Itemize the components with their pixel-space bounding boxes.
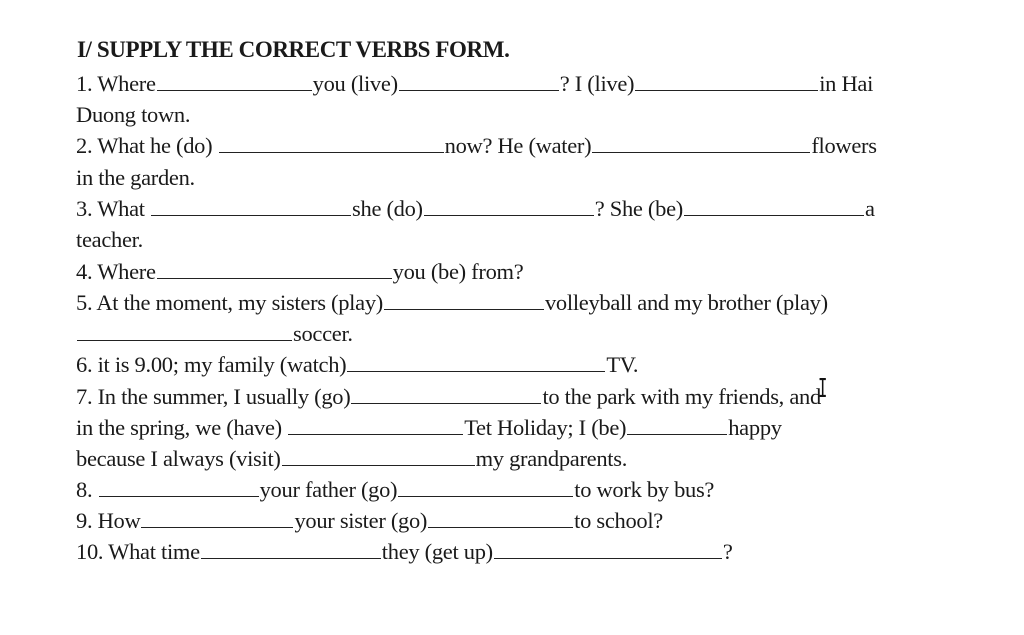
q3-text-a: 3. What <box>76 196 145 221</box>
q2-text-c: flowers <box>811 133 877 158</box>
answer-blank[interactable] <box>99 478 259 497</box>
answer-blank[interactable] <box>399 72 559 91</box>
q9-text-a: 9. How <box>76 508 141 533</box>
q7-text-g: my grandparents. <box>475 446 628 471</box>
text-cursor-icon: I <box>818 374 828 404</box>
q9-text-b: your sister (go) <box>294 508 428 533</box>
q1-text-d: in Hai <box>819 71 874 96</box>
q1-text-e: Duong town. <box>76 102 191 127</box>
q5-text-a: 5. At the moment, my sisters (play) <box>76 290 383 315</box>
q7-text-f: because I always (visit) <box>76 446 281 471</box>
q6-text-a: 6. it is 9.00; my family (watch) <box>76 352 347 377</box>
q4-text-a: 4. Where <box>76 259 156 284</box>
q10-text-b: they (get up) <box>381 539 493 564</box>
q3-text-b: she (do) <box>352 196 423 221</box>
answer-blank[interactable] <box>351 385 541 404</box>
q4-text-b: you (be) from? <box>392 259 524 284</box>
answer-blank[interactable] <box>282 447 475 466</box>
q6-text-b: TV. <box>606 352 639 377</box>
q1-text-c: ? I (live) <box>559 71 635 96</box>
answer-blank[interactable] <box>684 197 864 216</box>
q8-text-a: 8. <box>76 477 93 502</box>
answer-blank[interactable] <box>201 540 381 559</box>
q10-text-c: ? <box>722 539 733 564</box>
answer-blank[interactable] <box>157 260 392 279</box>
question-7-cont-2 <box>76 446 627 472</box>
q3-text-d: a <box>864 196 875 221</box>
answer-blank[interactable] <box>627 416 727 435</box>
question-7-cont-1 <box>76 415 782 441</box>
question-7 <box>76 384 821 410</box>
q1-text-b: you (live) <box>312 71 398 96</box>
answer-blank[interactable] <box>494 540 722 559</box>
question-2-cont <box>76 165 195 191</box>
q7-text-e: happy <box>728 415 782 440</box>
question-5-cont <box>76 321 353 347</box>
question-4 <box>76 259 523 285</box>
answer-blank[interactable] <box>398 478 573 497</box>
question-2 <box>76 133 877 159</box>
answer-blank[interactable] <box>428 509 573 528</box>
answer-blank[interactable] <box>635 72 818 91</box>
question-1-cont <box>76 102 190 128</box>
q1-text-a: 1. Where <box>76 71 156 96</box>
answer-blank[interactable] <box>347 353 605 372</box>
q3-text-e: teacher. <box>76 227 143 252</box>
q7-text-c: in the spring, we (have) <box>76 415 282 440</box>
answer-blank[interactable] <box>424 197 594 216</box>
question-10 <box>76 539 733 565</box>
q5-text-b: volleyball and my brother (play) <box>544 290 828 315</box>
question-6 <box>76 352 638 378</box>
q2-text-b: now? He (water) <box>444 133 592 158</box>
page-title: I/ SUPPLY THE CORRECT VERBS FORM. <box>77 37 510 62</box>
question-9 <box>76 508 663 534</box>
answer-blank[interactable] <box>384 291 544 310</box>
question-1 <box>76 71 873 97</box>
answer-blank[interactable] <box>141 509 293 528</box>
answer-blank[interactable] <box>77 322 292 341</box>
q7-text-a: 7. In the summer, I usually (go) <box>76 384 351 409</box>
q8-text-c: to work by bus? <box>574 477 715 502</box>
q10-text-a: 10. What time <box>76 539 200 564</box>
question-3 <box>76 196 875 222</box>
answer-blank[interactable] <box>288 416 463 435</box>
question-5 <box>76 290 828 316</box>
q5-text-c: soccer. <box>293 321 353 346</box>
question-3-cont <box>76 227 143 253</box>
q3-text-c: ? She (be) <box>594 196 683 221</box>
q7-text-d: Tet Holiday; I (be) <box>464 415 627 440</box>
q2-text-a: 2. What he (do) <box>76 133 213 158</box>
q8-text-b: your father (go) <box>259 477 398 502</box>
q2-text-d: in the garden. <box>76 165 195 190</box>
answer-blank[interactable] <box>219 134 444 153</box>
q9-text-c: to school? <box>574 508 663 533</box>
answer-blank[interactable] <box>157 72 312 91</box>
answer-blank[interactable] <box>151 197 351 216</box>
q7-text-b: to the park with my friends, and <box>542 384 821 409</box>
question-8 <box>76 477 714 503</box>
answer-blank[interactable] <box>592 134 810 153</box>
